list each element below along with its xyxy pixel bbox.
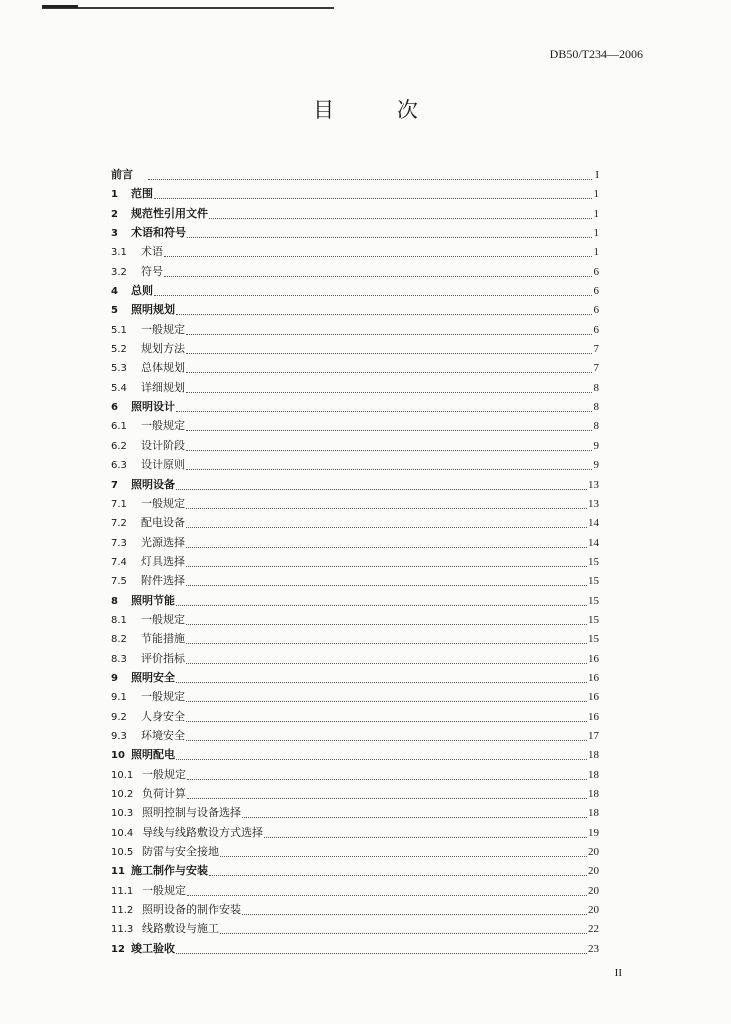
toc-entry-number: 5.2 [111, 344, 127, 356]
toc-entry-page: 15 [588, 594, 599, 607]
toc-entry[interactable] [111, 455, 599, 474]
toc-dot-leader [176, 671, 587, 683]
toc-entry-page: 1 [593, 246, 599, 259]
toc-entry[interactable] [111, 900, 599, 919]
toc-entry-title: 导线与线路敷设方式选择 [142, 825, 263, 839]
toc-entry[interactable] [111, 281, 599, 300]
toc-entry-page: 6 [593, 265, 599, 278]
toc-entry-number: 3 [111, 228, 118, 240]
header-rule [42, 7, 334, 9]
toc-entry-number: 9.1 [111, 692, 127, 704]
toc-entry[interactable] [111, 823, 599, 842]
toc-dot-leader [209, 207, 592, 219]
toc-entry[interactable] [111, 610, 599, 629]
toc-entry-page: 13 [588, 478, 599, 491]
toc-entry-page: 16 [588, 691, 599, 704]
toc-entry[interactable] [111, 571, 599, 590]
toc-entry-page: 8 [593, 401, 599, 414]
toc-dot-leader [186, 690, 587, 702]
toc-entry-number: 7 [111, 479, 118, 491]
toc-dot-leader [209, 864, 587, 876]
toc-entry-page: 1 [593, 188, 599, 201]
toc-entry-page: 15 [588, 613, 599, 626]
toc-entry-title: 前言 [111, 168, 133, 181]
toc-dot-leader [186, 323, 592, 335]
toc-dot-leader [187, 884, 587, 896]
toc-entry[interactable] [111, 668, 599, 687]
toc-entry[interactable] [111, 649, 599, 668]
toc-entry-title: 附件选择 [141, 574, 185, 588]
toc-entry-title: 照明安全 [131, 670, 175, 684]
toc-entry-title: 环境安全 [141, 728, 185, 742]
toc-entry-title: 一般规定 [142, 883, 186, 897]
toc-entry[interactable] [111, 726, 599, 745]
toc-entry-page: 19 [588, 826, 599, 839]
toc-entry[interactable] [111, 223, 599, 242]
toc-entry-number: 11.1 [111, 885, 134, 897]
toc-entry-title: 一般规定 [141, 419, 185, 433]
toc-entry-number: 1 [111, 189, 118, 201]
toc-entry-page: 15 [588, 575, 599, 588]
toc-entry-title: 范围 [131, 187, 153, 201]
toc-entry-page: 14 [588, 536, 599, 549]
toc-entry-number: 12 [111, 943, 125, 955]
toc-entry-number: 8.1 [111, 614, 127, 626]
toc-entry[interactable] [111, 881, 599, 900]
toc-entry-page: 16 [588, 652, 599, 665]
toc-dot-leader [242, 903, 587, 915]
toc-entry-number: 6.1 [111, 421, 127, 433]
toc-entry-title: 照明节能 [131, 593, 175, 607]
toc-entry[interactable] [111, 339, 599, 358]
toc-entry-title: 照明控制与设备选择 [142, 806, 241, 820]
toc-entry-page: 18 [588, 788, 599, 800]
toc-dot-leader [186, 652, 587, 664]
toc-dot-leader [187, 787, 587, 799]
toc-entry-number: 7.1 [111, 498, 127, 510]
toc-dot-leader [187, 768, 587, 780]
toc-entry[interactable] [111, 784, 599, 803]
toc-entry-number: 10 [111, 750, 125, 762]
toc-dot-leader [176, 748, 587, 760]
toc-entry-number: 2 [111, 208, 118, 220]
header-rule-accent [42, 5, 78, 8]
toc-entry-page: 8 [593, 381, 599, 394]
toc-entry-page: 16 [588, 671, 599, 684]
toc-entry-title: 规范性引用文件 [131, 206, 208, 220]
toc-entry-title: 评价指标 [141, 651, 185, 665]
toc-entry-number: 9 [111, 672, 118, 684]
toc-dot-leader [264, 826, 587, 838]
toc-entry-number: 10.4 [111, 827, 134, 839]
toc-entry-page: 6 [593, 285, 599, 298]
toc-entry-page: 8 [593, 420, 599, 433]
toc-entry-page: 6 [593, 304, 599, 317]
toc-entry-number: 10.2 [111, 789, 134, 800]
toc-dot-leader [176, 594, 587, 606]
toc-dot-leader [186, 613, 587, 625]
page-title: 目 次 [313, 98, 446, 122]
toc-entry-title: 配电设备 [141, 516, 185, 530]
toc-entry-title: 一般规定 [141, 690, 185, 704]
toc-dot-leader [186, 342, 592, 354]
toc-entry[interactable] [111, 475, 599, 494]
toc-entry-number: 7.4 [111, 556, 127, 568]
toc-entry[interactable] [111, 533, 599, 552]
toc-entry[interactable] [111, 300, 599, 319]
toc-entry-title: 术语和符号 [131, 226, 186, 240]
table-of-contents [111, 165, 599, 958]
toc-dot-leader [186, 497, 587, 509]
toc-entry[interactable] [111, 513, 599, 532]
toc-dot-leader [186, 574, 587, 586]
toc-entry-number: 8.3 [111, 653, 127, 665]
toc-dot-leader [186, 632, 587, 644]
toc-dot-leader [176, 303, 592, 315]
toc-entry-number: 6.3 [111, 460, 127, 472]
toc-entry-title: 总体规划 [141, 361, 185, 375]
document-code: DB50/T234—2006 [549, 47, 643, 61]
toc-entry-page: 18 [588, 768, 599, 781]
toc-entry-number: 11.3 [111, 924, 134, 936]
toc-entry-number: 3.2 [111, 266, 127, 278]
toc-entry[interactable] [111, 939, 599, 958]
toc-entry-title: 设计原则 [141, 458, 185, 472]
toc-entry-page: 20 [588, 865, 599, 878]
toc-entry-title: 光源选择 [141, 535, 185, 549]
page-number: II [614, 967, 622, 979]
toc-dot-leader [148, 168, 592, 180]
toc-entry-title: 一般规定 [142, 767, 186, 781]
toc-entry[interactable] [111, 416, 599, 435]
toc-dot-leader [154, 284, 592, 296]
toc-entry[interactable] [111, 397, 599, 416]
toc-entry-number: 10.5 [111, 847, 134, 859]
toc-dot-leader [186, 458, 592, 470]
toc-dot-leader [186, 555, 587, 567]
toc-entry-page: 9 [593, 439, 599, 452]
toc-dot-leader [154, 187, 592, 199]
toc-entry-title: 人身安全 [141, 709, 185, 723]
toc-entry-number: 7.2 [111, 518, 127, 530]
toc-entry[interactable] [111, 184, 599, 203]
toc-entry[interactable] [111, 262, 599, 281]
toc-entry-number: 11 [111, 866, 125, 878]
toc-dot-leader [187, 226, 592, 238]
toc-entry-page: 18 [588, 807, 599, 820]
toc-entry[interactable] [111, 919, 599, 938]
toc-entry[interactable] [111, 165, 599, 184]
toc-entry-page: 7 [593, 343, 599, 356]
toc-entry-title: 照明配电 [131, 748, 175, 762]
toc-entry[interactable] [111, 765, 599, 784]
toc-entry-number: 5.1 [111, 324, 127, 336]
toc-entry-title: 负荷计算 [142, 787, 186, 800]
toc-entry-page: 18 [588, 749, 599, 762]
toc-entry-title: 竣工验收 [131, 941, 175, 955]
toc-entry-page: 6 [593, 323, 599, 336]
toc-entry-page: 15 [588, 633, 599, 646]
toc-dot-leader [176, 400, 592, 412]
toc-entry-number: 10.1 [111, 769, 134, 781]
toc-dot-leader [186, 536, 587, 548]
toc-entry-number: 5 [111, 305, 118, 317]
toc-entry-title: 照明设备的制作安装 [142, 903, 241, 917]
toc-entry[interactable] [111, 552, 599, 571]
toc-entry-number: 5.4 [111, 382, 127, 394]
toc-entry[interactable] [111, 436, 599, 455]
toc-entry-title: 照明规划 [131, 303, 175, 317]
toc-dot-leader [176, 942, 587, 954]
toc-entry-page: 1 [593, 207, 599, 220]
toc-entry-title: 节能措施 [141, 632, 185, 646]
toc-entry-title: 总则 [131, 284, 153, 298]
toc-entry-page: 17 [588, 729, 599, 742]
toc-entry-number: 5.3 [111, 363, 127, 375]
toc-entry[interactable] [111, 320, 599, 339]
toc-entry[interactable] [111, 358, 599, 377]
toc-entry[interactable] [111, 707, 599, 726]
toc-entry-title: 一般规定 [141, 612, 185, 626]
toc-entry-page: 7 [593, 362, 599, 375]
toc-dot-leader [186, 361, 592, 373]
toc-entry-title: 照明设计 [131, 400, 175, 414]
toc-dot-leader [176, 478, 587, 490]
toc-entry[interactable] [111, 242, 599, 261]
toc-entry-title: 规划方法 [141, 342, 185, 356]
toc-dot-leader [164, 245, 592, 257]
toc-entry-number: 8 [111, 595, 118, 607]
toc-entry-number: 6 [111, 402, 118, 414]
toc-entry-page: 20 [588, 846, 599, 859]
toc-entry-number: 6.2 [111, 440, 127, 452]
toc-entry-title: 术语 [141, 245, 163, 259]
toc-entry-title: 一般规定 [141, 322, 185, 336]
toc-entry-number: 4 [111, 286, 118, 298]
toc-entry-number: 3.1 [111, 247, 127, 259]
toc-entry-title: 设计阶段 [141, 438, 185, 452]
toc-dot-leader [186, 419, 592, 431]
toc-entry-number: 11.2 [111, 905, 134, 917]
toc-dot-leader [186, 710, 587, 722]
toc-entry[interactable] [111, 687, 599, 706]
toc-dot-leader [186, 439, 592, 451]
toc-entry-page: I [595, 169, 599, 181]
toc-dot-leader [220, 845, 587, 857]
toc-entry-page: 15 [588, 555, 599, 568]
toc-dot-leader [220, 922, 587, 934]
toc-entry-page: 23 [588, 942, 599, 955]
toc-entry-page: 20 [588, 904, 599, 917]
toc-entry[interactable] [111, 629, 599, 648]
toc-entry-title: 施工制作与安装 [131, 864, 208, 878]
toc-entry-title: 详细规划 [141, 380, 185, 394]
toc-entry-page: 22 [588, 923, 599, 936]
toc-dot-leader [186, 381, 592, 393]
toc-entry[interactable] [111, 204, 599, 223]
toc-entry-number: 7.5 [111, 576, 127, 588]
toc-dot-leader [242, 806, 587, 818]
toc-dot-leader [164, 265, 592, 277]
toc-entry[interactable] [111, 591, 599, 610]
toc-entry-page: 20 [588, 884, 599, 897]
toc-entry[interactable] [111, 378, 599, 397]
toc-entry-number: 9.3 [111, 730, 127, 742]
toc-dot-leader [186, 516, 587, 528]
toc-entry-page: 14 [588, 517, 599, 530]
toc-entry-number: 9.2 [111, 711, 127, 723]
toc-entry-page: 16 [588, 710, 599, 723]
toc-entry[interactable] [111, 861, 599, 880]
toc-entry-title: 灯具选择 [141, 554, 185, 568]
toc-entry-title: 符号 [141, 264, 163, 278]
toc-entry-number: 7.3 [111, 537, 127, 549]
toc-entry[interactable] [111, 494, 599, 513]
toc-entry-title: 一般规定 [141, 496, 185, 510]
toc-entry-title: 防雷与安全接地 [142, 845, 219, 859]
toc-entry[interactable] [111, 842, 599, 861]
toc-entry[interactable] [111, 745, 599, 764]
toc-entry-title: 线路敷设与施工 [142, 922, 219, 936]
toc-entry-number: 8.2 [111, 634, 127, 646]
toc-entry-title: 照明设备 [131, 477, 175, 491]
toc-entry-page: 9 [593, 459, 599, 472]
toc-entry-page: 1 [593, 227, 599, 240]
toc-dot-leader [186, 729, 587, 741]
toc-entry-page: 13 [588, 497, 599, 510]
toc-entry[interactable] [111, 803, 599, 822]
toc-entry-number: 10.3 [111, 808, 134, 820]
